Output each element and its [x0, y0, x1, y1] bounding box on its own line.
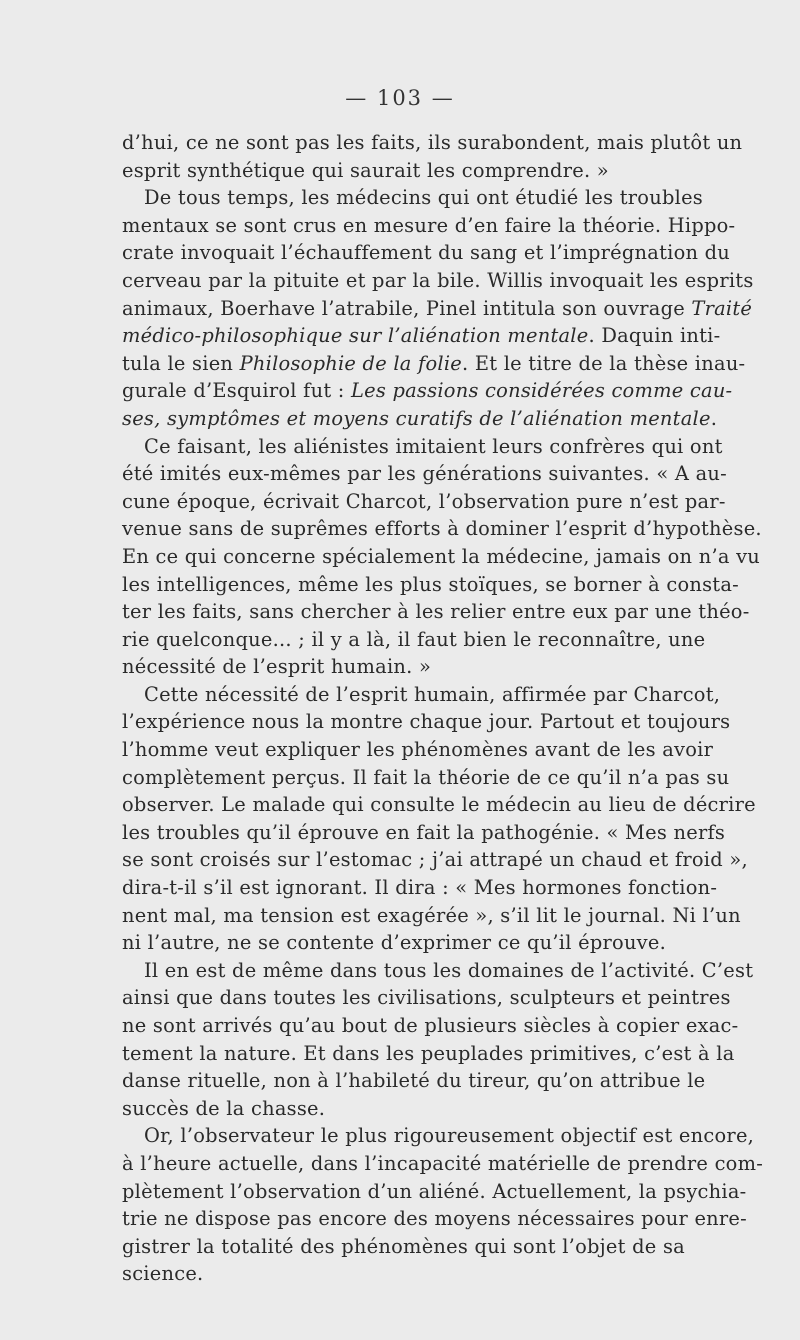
line-text: à l’heure actuelle, dans l’incapacité matérielle de prendre com- — [122, 1151, 764, 1175]
line-text: venue sans de suprêmes efforts à dominer l’esprit d’hypothèse. — [122, 517, 762, 541]
italic-title-text: Traité — [691, 296, 753, 320]
text-line — [122, 571, 739, 599]
line-text: ne sont arrivés qu’au bout de plusieurs siècles à copier exac- — [122, 1014, 739, 1037]
line-text: l’expérience nous la montre chaque jour. Partout et toujours — [122, 710, 731, 734]
line-text: les intelligences, même les plus stoïques, se borner à consta- — [122, 572, 739, 596]
text-line — [122, 184, 704, 212]
italic-title-text: ses, symptômes et moyens curatifs de l’aliénation mentale — [122, 406, 711, 430]
line-text: gurale d’Esquirol fut : — [122, 379, 351, 403]
text-line — [122, 874, 718, 902]
line-text: ter les faits, sans chercher à les relier entre eux par une théo- — [122, 600, 750, 624]
text-line — [122, 626, 706, 654]
text-line — [122, 653, 685, 681]
line-text: . — [710, 406, 718, 430]
text-line — [122, 1012, 739, 1040]
line-text: plètement l’observation d’un aliéné. Actuellement, la psychia- — [122, 1179, 747, 1203]
line-text: ainsi que dans toutes les civilisations, sculpteurs et peintres — [122, 986, 731, 1010]
line-text: Or, l’observateur le plus rigoureusement objectif est encore, — [144, 1124, 755, 1148]
line-text: nent mal, ma tension est exagérée », s’il lit le journal. Ni l’un — [122, 903, 741, 927]
line-text: De tous temps, les médecins qui ont étudié les troubles — [144, 186, 704, 210]
line-text: tement la nature. Et dans les peuplades primitives, c’est à la — [122, 1041, 735, 1065]
line-text: ni l’autre, ne se contente d’exprimer ce qu’il éprouve. — [122, 931, 667, 955]
text-line — [122, 433, 723, 461]
text-line — [122, 543, 761, 571]
page-number: — 103 — — [345, 86, 455, 110]
line-text: complètement perçus. Il fait la théorie de ce qu’il n’a pas su — [122, 765, 730, 789]
line-text: tula le sien — [122, 351, 240, 375]
line-text: science. — [122, 1262, 204, 1286]
line-text: se sont croisés sur l’estomac ; j’ai attrapé un chaud et froid », — [122, 848, 748, 872]
line-text: . Et le titre de la thèse inau- — [462, 351, 746, 375]
text-line — [122, 267, 754, 295]
text-line — [122, 1205, 747, 1233]
line-text: dira-t-il s’il est ignorant. Il dira : « Mes hormones fonction- — [122, 876, 718, 900]
line-text: . Daquin inti- — [588, 324, 721, 348]
text-line — [122, 515, 762, 543]
text-line — [122, 957, 754, 985]
line-text: En ce qui concerne spécialement la médecine, jamais on n’a vu — [122, 544, 761, 568]
text-line — [122, 1150, 764, 1178]
text-line — [122, 239, 731, 267]
line-text: l’homme veut expliquer les phénomènes avant de les avoir — [122, 738, 714, 762]
line-text: les troubles qu’il éprouve en fait la pathogénie. « Mes nerfs — [122, 820, 726, 844]
text-line — [122, 929, 685, 957]
line-text: rie quelconque... ; il y a là, il faut bien le reconnaître, une — [122, 627, 706, 651]
line-text: gistrer la totalité des phénomènes qui sont l’objet de sa — [122, 1234, 685, 1258]
text-line — [122, 377, 733, 405]
italic-title-text: Les passions considérées comme cau- — [350, 379, 733, 403]
text-line — [122, 1260, 685, 1288]
line-text: d’hui, ce ne sont pas les faits, ils surabondent, mais plutôt un — [122, 131, 743, 154]
italic-title-text: Philosophie de la folie — [239, 351, 463, 375]
line-text: esprit synthétique qui saurait les comprendre. » — [122, 158, 609, 182]
text-line — [122, 488, 726, 516]
text-line — [122, 460, 727, 488]
line-text: nécessité de l’esprit humain. » — [122, 655, 432, 679]
line-text: crate invoquait l’échauffement du sang et l’imprégnation du — [122, 241, 731, 265]
line-text: observer. Le malade qui consulte le médecin au lieu de décrire — [122, 793, 756, 817]
text-line — [122, 295, 753, 323]
text-line — [122, 984, 731, 1012]
text-line — [122, 405, 718, 433]
text-line — [122, 736, 714, 764]
line-text: Cette nécessité de l’esprit humain, affirmée par Charcot, — [144, 682, 721, 706]
body-text — [122, 129, 764, 1288]
line-text: Il en est de même dans tous les domaines de l’activité. C’est — [144, 958, 754, 982]
text-line — [122, 764, 730, 792]
text-line — [122, 1040, 735, 1068]
text-line — [122, 819, 726, 847]
text-line — [122, 1095, 685, 1123]
text-line — [122, 129, 743, 157]
line-text: mentaux se sont crus en mesure d’en faire la théorie. Hippo- — [122, 213, 736, 237]
text-line — [122, 212, 736, 240]
text-line — [122, 1178, 747, 1206]
text-line — [122, 846, 748, 874]
text-line — [122, 791, 756, 819]
text-line — [122, 157, 685, 185]
line-text: cune époque, écrivait Charcot, l’observation pure n’est par- — [122, 489, 726, 513]
text-line — [122, 902, 741, 930]
text-line — [122, 322, 721, 350]
line-text: danse rituelle, non à l’habileté du tireur, qu’on attribue le — [122, 1069, 706, 1093]
text-line — [122, 1233, 685, 1261]
line-text: été imités eux-mêmes par les générations suivantes. « A au- — [122, 462, 727, 486]
line-text: trie ne dispose pas encore des moyens nécessaires pour enre- — [122, 1207, 747, 1231]
text-line — [122, 350, 746, 378]
italic-title-text: médico-philosophique sur l’aliénation mentale — [122, 324, 589, 348]
text-line — [122, 708, 731, 736]
line-text: succès de la chasse. — [122, 1096, 326, 1120]
text-line — [122, 1067, 706, 1095]
line-text: animaux, Boerhave l’atrabile, Pinel intitula son ouvrage — [122, 296, 692, 320]
text-line — [122, 681, 721, 709]
text-line — [122, 1122, 755, 1150]
text-line — [122, 598, 750, 626]
line-text: cerveau par la pituite et par la bile. Willis invoquait les esprits — [122, 268, 754, 292]
line-text: Ce faisant, les aliénistes imitaient leurs confrères qui ont — [144, 434, 723, 458]
